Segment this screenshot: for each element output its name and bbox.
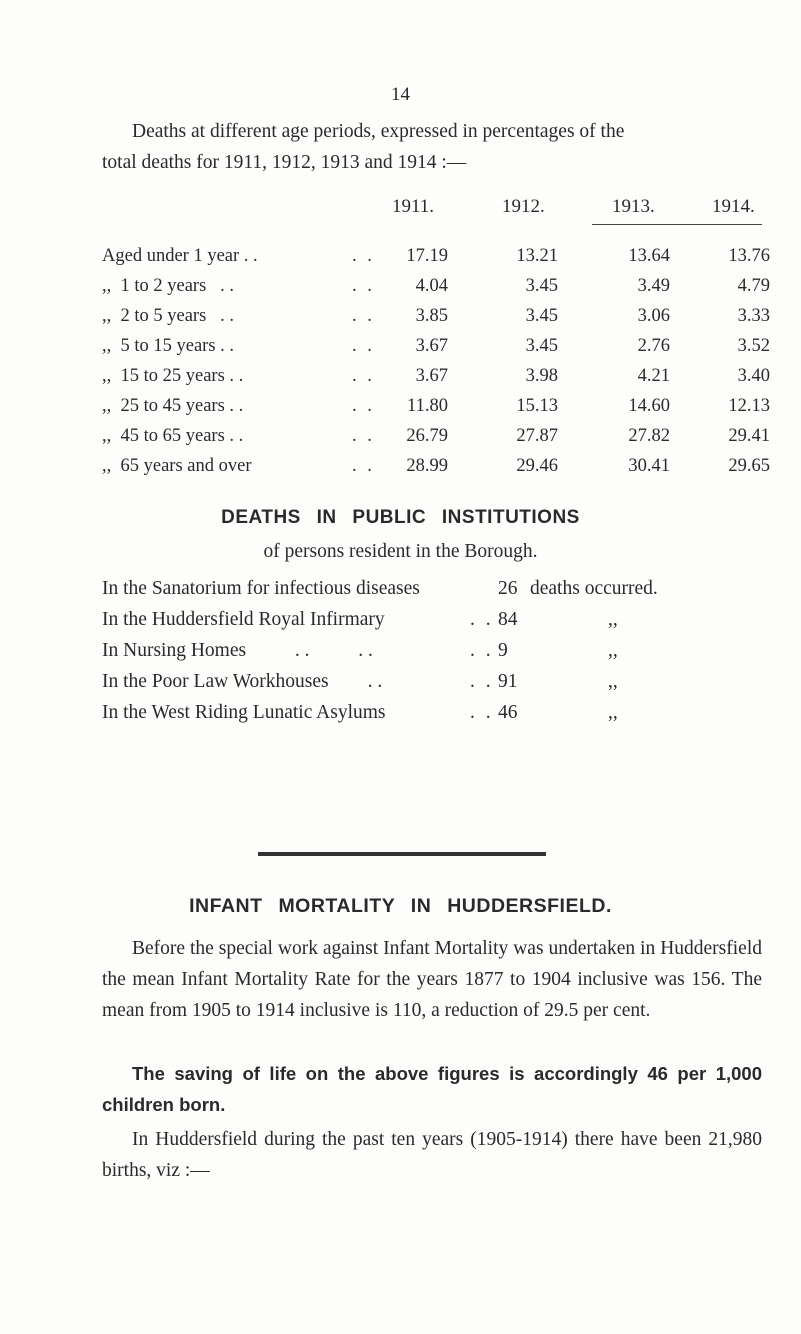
institutions-subheading: of persons resident in the Borough. xyxy=(263,541,538,562)
value-1914: 12.13 xyxy=(728,396,770,416)
row-label: ,, 1 to 2 years . . xyxy=(102,276,235,296)
leader-dots: . . xyxy=(470,609,494,630)
value-1913: 2.76 xyxy=(637,336,670,356)
ditto-mark: ,, xyxy=(608,640,618,661)
ditto-mark: ,, xyxy=(608,671,618,692)
value-1912: 13.21 xyxy=(516,246,558,266)
value-1914: 29.65 xyxy=(728,456,770,476)
value-1911: 11.80 xyxy=(407,396,448,416)
list-item xyxy=(0,578,801,608)
institutions-heading: DEATHS IN PUBLIC INSTITUTIONS xyxy=(221,507,580,528)
value-1911: 3.67 xyxy=(415,336,448,356)
infant-mortality-heading: INFANT MORTALITY IN HUDDERSFIELD. xyxy=(189,895,612,917)
list-item xyxy=(0,671,801,701)
paragraph-text: The saving of life on the above figures is accordingly 46 per 1,000 children born. xyxy=(102,1063,762,1115)
row-label: ,, 15 to 25 years . . xyxy=(102,366,244,386)
infant-paragraph-2 xyxy=(102,1058,762,1120)
value-1914: 3.40 xyxy=(737,366,770,386)
row-dots: . . xyxy=(352,276,375,296)
section-divider xyxy=(258,852,546,856)
value-1914: 29.41 xyxy=(728,426,770,446)
death-count: 26 xyxy=(498,578,518,599)
row-dots: . . xyxy=(352,396,375,416)
table-row xyxy=(0,306,801,336)
value-1914: 13.76 xyxy=(728,246,770,266)
institution-label: In the Poor Law Workhouses . . xyxy=(102,671,383,692)
row-label: ,, 5 to 15 years . . xyxy=(102,336,235,356)
row-dots: . . xyxy=(352,426,375,446)
table-row xyxy=(0,456,801,486)
row-label: ,, 25 to 45 years . . xyxy=(102,396,244,416)
value-1914: 3.33 xyxy=(737,306,770,326)
year-header-1913: 1913. xyxy=(612,196,655,217)
value-1912: 15.13 xyxy=(516,396,558,416)
page-number: 14 xyxy=(391,84,410,105)
death-count: 9 xyxy=(498,640,508,661)
paragraph-text: In Huddersfield during the past ten years (1905-1914) there have been 21,980 births, viz :— xyxy=(102,1129,762,1181)
institution-label: In Nursing Homes . . . . xyxy=(102,640,373,661)
row-dots: . . xyxy=(352,336,375,356)
list-item xyxy=(0,609,801,639)
death-count: 91 xyxy=(498,671,518,692)
value-1912: 29.46 xyxy=(516,456,558,476)
row-label: ,, 65 years and over xyxy=(102,456,252,476)
row-dots: . . xyxy=(352,246,375,266)
value-1914: 3.52 xyxy=(737,336,770,356)
intro-line-1: Deaths at different age periods, expressed in percentages of the xyxy=(132,121,625,142)
value-1913: 13.64 xyxy=(628,246,670,266)
row-dots: . . xyxy=(352,306,375,326)
death-count: 84 xyxy=(498,609,518,630)
table-row xyxy=(0,366,801,396)
ditto-mark: ,, xyxy=(608,609,618,630)
table-row xyxy=(0,246,801,276)
value-1911: 4.04 xyxy=(415,276,448,296)
institution-label: In the Huddersfield Royal Infirmary xyxy=(102,609,385,630)
row-label: Aged under 1 year . . xyxy=(102,246,258,266)
intro-text xyxy=(102,116,762,178)
value-1911: 3.67 xyxy=(415,366,448,386)
list-item xyxy=(0,702,801,732)
row-label: ,, 2 to 5 years . . xyxy=(102,306,235,326)
value-1913: 4.21 xyxy=(637,366,670,386)
table-row xyxy=(0,276,801,306)
value-1913: 3.49 xyxy=(637,276,670,296)
ditto-mark: ,, xyxy=(608,702,618,723)
year-header-1912: 1912. xyxy=(502,196,545,217)
value-1911: 3.85 xyxy=(415,306,448,326)
row-label: ,, 45 to 65 years . . xyxy=(102,426,244,446)
value-1913: 14.60 xyxy=(628,396,670,416)
table-row xyxy=(0,336,801,366)
list-item xyxy=(0,640,801,670)
table-header-rule xyxy=(592,224,762,225)
value-1913: 27.82 xyxy=(628,426,670,446)
row-dots: . . xyxy=(352,456,375,476)
value-1911: 26.79 xyxy=(406,426,448,446)
value-1911: 28.99 xyxy=(406,456,448,476)
value-1913: 3.06 xyxy=(637,306,670,326)
leader-dots: . . xyxy=(470,671,494,692)
intro-line-2: total deaths for 1911, 1912, 1913 and 1914 :— xyxy=(102,152,467,173)
institution-label: In the Sanatorium for infectious diseases xyxy=(102,578,420,599)
paragraph-text: Before the special work against Infant Mortality was undertaken in Huddersfield the mean Infant Mortality Rate for the years 1877 to 1904 inclusive was 156. The mean from 1905 to 1914 inclusive is 110, a reduction of 29.5 per cent. xyxy=(102,938,762,1021)
table-row xyxy=(0,426,801,456)
count-suffix: deaths occurred. xyxy=(530,578,658,599)
value-1914: 4.79 xyxy=(737,276,770,296)
infant-paragraph-3 xyxy=(102,1124,762,1186)
row-dots: . . xyxy=(352,366,375,386)
year-header-1911: 1911. xyxy=(392,196,435,217)
table-row xyxy=(0,396,801,426)
death-count: 46 xyxy=(498,702,518,723)
value-1912: 3.45 xyxy=(525,276,558,296)
year-header-1914: 1914. xyxy=(712,196,755,217)
value-1912: 3.45 xyxy=(525,336,558,356)
infant-paragraph-1 xyxy=(102,933,762,1026)
value-1912: 3.98 xyxy=(525,366,558,386)
leader-dots: . . xyxy=(470,702,494,723)
value-1912: 3.45 xyxy=(525,306,558,326)
institution-label: In the West Riding Lunatic Asylums xyxy=(102,702,386,723)
value-1912: 27.87 xyxy=(516,426,558,446)
leader-dots: . . xyxy=(470,640,494,661)
value-1911: 17.19 xyxy=(406,246,448,266)
value-1913: 30.41 xyxy=(628,456,670,476)
